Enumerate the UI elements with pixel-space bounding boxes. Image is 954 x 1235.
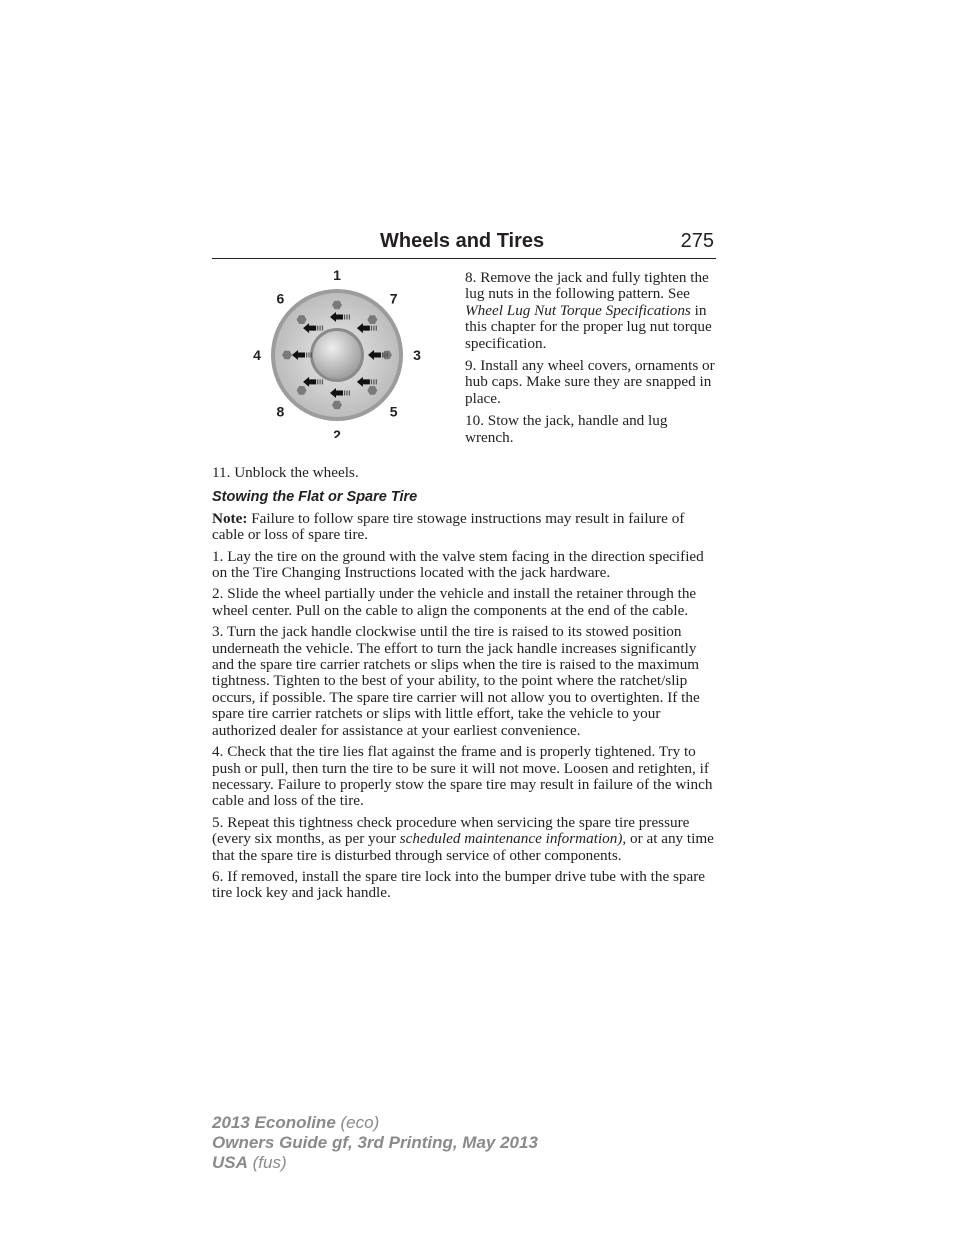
lug-nut-pattern-diagram	[240, 268, 440, 438]
torque-spec-reference: Wheel Lug Nut Torque Specifications	[465, 301, 691, 319]
note	[212, 511, 718, 544]
footer-line-1	[212, 1113, 712, 1133]
footer-model-code: (eco)	[335, 1113, 380, 1132]
stow-step-5-text: 5. Repeat this tightness check procedure when servicing the spare tire pressure (every six months, as per your	[212, 813, 690, 848]
step-10: 10. Stow the jack, handle and lug wrench.	[465, 412, 668, 446]
wheel-illustration	[240, 268, 440, 438]
stow-step-5	[212, 815, 718, 864]
tightening-order-label: 3	[413, 347, 421, 363]
step-8-text-end: in this chapter for the proper lug nut torque specification.	[465, 301, 712, 352]
tightening-order-label: 4	[253, 347, 261, 363]
stow-step-5-text-end: or at any time that the spare tire is disturbed through service of other components.	[212, 830, 714, 864]
tightening-order-label: 7	[389, 290, 398, 307]
footer-region: USA	[212, 1153, 248, 1172]
footer-line-2: Owners Guide gf, 3rd Printing, May 2013	[212, 1133, 538, 1152]
step-8-text: 8. Remove the jack and fully tighten the lug nuts in the following pattern. See	[465, 269, 709, 303]
main-body	[212, 465, 718, 907]
stow-step-4: 4. Check that the tire lies flat against the frame and is properly tightened. Try to push or pull, then turn the tire to be sure it will not move. Loosen and retighten, if necessary. Failure to properly stow the spare tire may result in failure of the winch cable and loss of the tire.	[212, 743, 713, 810]
tightening-order-label: 5	[389, 403, 398, 420]
tightening-order-label: 1	[333, 268, 341, 283]
page-header	[212, 228, 716, 259]
note-label: Note:	[212, 509, 248, 527]
maintenance-reference: scheduled maintenance information),	[399, 830, 627, 848]
tightening-order-label: 2	[333, 427, 341, 438]
section-title: Wheels and Tires	[380, 230, 545, 252]
step-9: 9. Install any wheel covers, ornaments or hub caps. Make sure they are snapped in place.	[465, 357, 715, 407]
hub-cap	[313, 331, 361, 379]
note-text: Failure to follow spare tire stowage instructions may result in failure of cable or loss of spare tire.	[212, 509, 685, 544]
step-8	[465, 270, 717, 352]
footer-line-3	[212, 1153, 712, 1173]
tightening-order-label: 8	[276, 403, 285, 420]
page-footer	[212, 1113, 712, 1173]
stow-step-1: 1. Lay the tire on the ground with the valve stem facing in the direction specified on the Tire Changing Instructions located with the jack hardware.	[212, 547, 704, 582]
stow-step-2: 2. Slide the wheel partially under the vehicle and install the retainer through the wheel center. Pull on the cable to align the components at the end of the cable.	[212, 585, 697, 619]
footer-model: 2013 Econoline	[212, 1113, 336, 1132]
tightening-order-label: 6	[276, 290, 285, 307]
stow-step-6: 6. If removed, install the spare tire lock into the bumper drive tube with the spare tire lock key and jack handle.	[212, 867, 706, 902]
footer-region-code: (fus)	[247, 1153, 287, 1172]
right-column-steps	[465, 270, 717, 452]
stow-step-3: 3. Turn the jack handle clockwise until the tire is raised to its stowed position underneath the vehicle. The effort to turn the jack handle increases significantly and the spare tire carrier ratchets or slips when the tire is raised to the maximum tightness. Tighten to the best of your ability, to the point where the ratchet/slip occurs, if possible. The spare tire carrier will not allow you to overtighten. If the spare tire carrier ratchets or slips with little effort, take the vehicle to your authorized dealer for assistance at your earliest convenience.	[212, 623, 700, 739]
step-11: 11. Unblock the wheels.	[212, 464, 359, 481]
section-heading: Stowing the Flat or Spare Tire	[212, 489, 418, 506]
page-number: 275	[680, 230, 714, 252]
